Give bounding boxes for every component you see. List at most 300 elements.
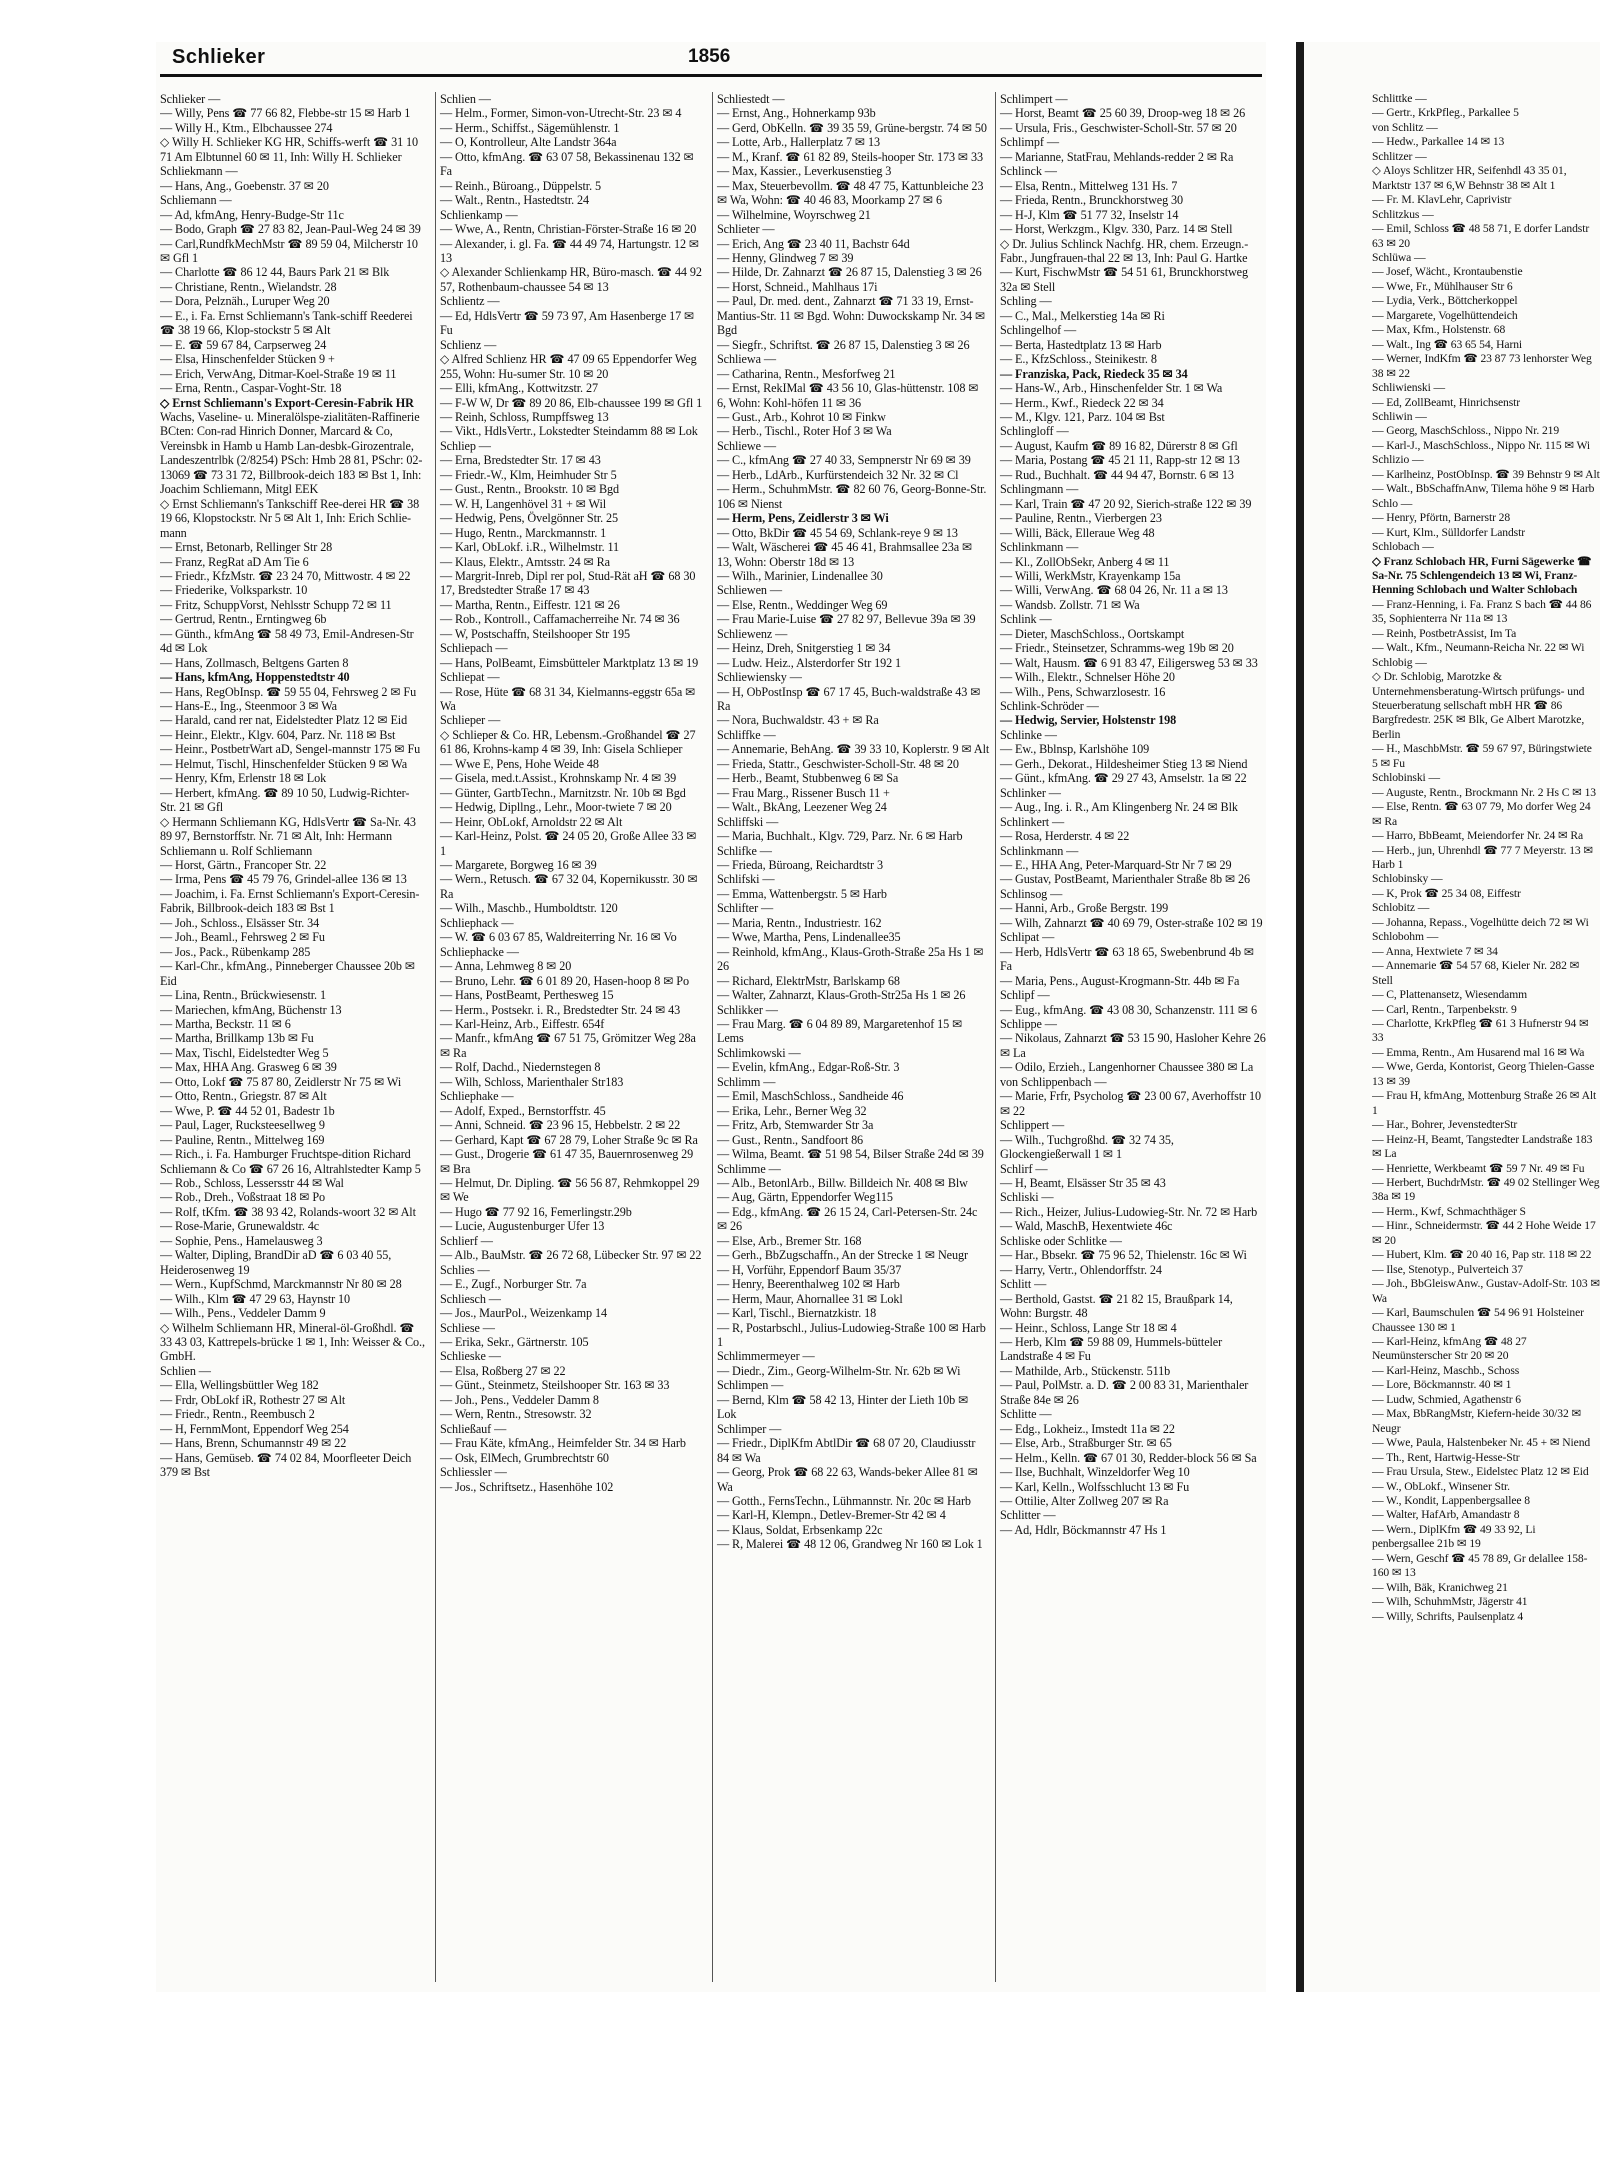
directory-entry: — Hans, RegObInsp. ☎ 59 55 04, Fehrsweg 2 ✉ Fu — [160, 684, 417, 699]
directory-entry: — Paul, Lager, Rucksteesellweg 9 — [160, 1118, 325, 1133]
directory-entry: — Reinh, PostbetrAssist, Im Ta — [1372, 626, 1517, 640]
directory-entry: — Heinz-H, Beamt, Tangstedter Landstraße 183 ✉ La — [1372, 1132, 1593, 1161]
directory-entry: — Hinr., Schneidermstr. ☎ 44 2 Hohe Weide 17 ✉ 20 — [1372, 1219, 1596, 1247]
surname-heading: Schliske oder Schlitke — — [1000, 1233, 1122, 1248]
directory-entry: — Edg., Lokheiz., Imstedt 11a ✉ 22 — [1000, 1421, 1175, 1436]
directory-entry: — Franz-Henning, i. Fa. Franz S bach ☎ 44 86 35, Sophienterra Nr 11a ✉ 13 — [1372, 597, 1592, 626]
directory-entry: — Karl, Tischl., Biernatzkistr. 18 — [717, 1306, 877, 1321]
directory-entry: — Bernd, Klm ☎ 58 42 13, Hinter der Lieth 10b ✉ Lok — [717, 1392, 969, 1422]
directory-entry: — Erika, Lehr., Berner Weg 32 — [717, 1103, 867, 1118]
directory-entry: — Herb, Klm ☎ 59 88 09, Hummels-bütteler Landstraße 4 ✉ Fu — [1000, 1334, 1223, 1364]
directory-entry: — Wilh, Zahnarzt ☎ 40 69 79, Oster-straße 102 ✉ 19 — [1000, 915, 1263, 930]
directory-entry: — Aug., Ing. i. R., Am Klingenberg Nr. 24 ✉ Blk — [1000, 800, 1238, 815]
directory-entry: — Hugo, Rentn., Marckmannstr. 1 — [440, 525, 607, 540]
directory-entry: — Lucie, Augustenburger Ufer 13 — [440, 1219, 605, 1234]
directory-entry: — Walt, Hausm. ☎ 6 91 83 47, Eiligersweg 53 ✉ 33 — [1000, 655, 1258, 670]
directory-entry: — Horst, Gärtn., Francoper Str. 22 — [160, 858, 327, 873]
directory-entry: — Rich., Heizer, Julius-Ludowieg-Str. Nr. 72 ✉ Harb — [1000, 1204, 1258, 1219]
directory-entry: — Lotte, Arb., Hallerplatz 7 ✉ 13 — [717, 135, 880, 150]
directory-entry: — Heinz, Dreh, Snitgerstieg 1 ✉ 34 — [717, 641, 891, 656]
facing-page-column — [1372, 92, 1600, 1982]
directory-entry: — Herm., SchuhmMstr. ☎ 82 60 76, Georg-Bonne-Str. 106 ✉ Nienst — [717, 482, 987, 511]
directory-entry: — Richard, ElektrMstr, Barlskamp 68 — [717, 973, 900, 988]
surname-heading: Schlitte — — [1000, 1407, 1052, 1422]
directory-column-4 — [995, 92, 1267, 1982]
directory-entry: — Reinh., Büroang., Düppelstr. 5 — [440, 178, 601, 193]
directory-entry: Wachs, Vaseline- u. Mineralölspe-zialitäten-Raffinerie BCten: Con-rad Hinrich Donner, Marcard & Co, Vereinsbk in Hamb u Hamb Lan-desbk-Girozentrale, Landeszentrlbk (2/8254) PSch: Hmb 28 81, PSchr: 02-13069 ☎ 73 31 72, Billbrook-deich 183 ✉ Bst 1, Inh: Joachim Schliemann, Mitgl EEK — [160, 409, 423, 497]
directory-entry: — Hans-E., Ing., Steenmoor 3 ✉ Wa — [160, 699, 337, 714]
directory-entry: — Adolf, Exped., Bernstorffstr. 45 — [440, 1103, 606, 1118]
directory-entry: — Walter, Dipling, BrandDir aD ☎ 6 03 40 55, Heiderosenweg 19 — [160, 1248, 392, 1277]
directory-entry: — Wern., KupfSchmd, Marckmannstr Nr 80 ✉ 28 — [160, 1277, 402, 1292]
directory-entry: — Fr. M. KlavLehr, Caprivistr — [1372, 193, 1512, 207]
directory-entry: — Walt, Wäscherei ☎ 45 46 41, Brahmsallee 23a ✉ 13, Wohn: Oberstr 18d ✉ 13 — [717, 540, 973, 569]
directory-entry: — Lydia, Verk., Böttcherkoppel — [1372, 294, 1518, 308]
directory-entry: — Gust., Rentn., Brookstr. 10 ✉ Bgd — [440, 482, 620, 497]
surname-heading: Schliestedt — — [717, 92, 785, 106]
surname-heading: Schlippe — — [1000, 1017, 1057, 1031]
surname-heading: Schlüwa — — [1372, 250, 1426, 264]
directory-entry: — Erna, Bredstedter Str. 17 ✉ 43 — [440, 453, 601, 468]
directory-entry: — Heinr., Elektr., Klgv. 604, Parz. Nr. 118 ✉ Bst — [160, 727, 396, 742]
directory-entry: — Erich, Ang ☎ 23 40 11, Bachstr 64d — [717, 236, 910, 251]
directory-entry: — Gerd, ObKelln. ☎ 39 35 59, Grüne-bergstr. 74 ✉ 50 — [717, 120, 987, 135]
directory-entry: — Herm., Schiffst., Sägemühlenstr. 1 — [440, 120, 620, 135]
page-number: 1856 — [688, 46, 731, 67]
directory-entry: — Gerhard, Kapt ☎ 67 28 79, Loher Straße 9c ✉ Ra — [440, 1132, 698, 1147]
directory-entry: — Hans, Gemüseb. ☎ 74 02 84, Moorfleeter Deich 379 ✉ Bst — [160, 1450, 412, 1480]
surname-heading: Schlienz — — [440, 337, 497, 352]
directory-entry: — Henry, Pförtn, Barnerstr 28 — [1372, 511, 1511, 525]
directory-entry: — Ilse, Buchhalt, Winzeldorfer Weg 10 — [1000, 1465, 1190, 1480]
directory-entry: — Georg, Prok ☎ 68 22 63, Wands-beker Allee 81 ✉ Wa — [717, 1465, 978, 1494]
directory-entry: — Rose-Marie, Grunewaldstr. 4c — [160, 1219, 320, 1234]
directory-entry: — Otto, Rentn., Griegstr. 87 ✉ Alt — [160, 1089, 327, 1104]
directory-entry: — Mariechen, kfmAng, Büchenstr 13 — [160, 1002, 342, 1017]
directory-entry: ◇ Aloys Schlitzer HR, Seifenhdl 43 35 01, Marktstr 137 ✉ 6,W Behnstr 38 ✉ Alt 1 — [1372, 164, 1567, 192]
directory-entry: — Herb., jun, Uhrenhdl ☎ 77 7 Meyerstr. 13 ✉ Harb 1 — [1372, 843, 1594, 872]
directory-entry: — Willy, Schrifts, Paulsenplatz 4 — [1372, 1609, 1524, 1623]
directory-entry: — Wilh., Pens, Schwarzlosestr. 16 — [1000, 684, 1166, 699]
directory-entry: ◇ Ernst Schliemann's Tankschiff Ree-derei HR ☎ 38 19 66, Klopstockstr. Nr 5 ✉ Alt 1, Inh: Erich Schlie-mann — [160, 496, 420, 540]
directory-entry: — Hugo ☎ 77 92 16, Femerlingstr.29b — [440, 1204, 632, 1219]
directory-entry: — Alexander, i. gl. Fa. ☎ 44 49 74, Hartungstr. 12 ✉ 13 — [440, 236, 700, 265]
directory-entry: — Friedr., Steinsetzer, Schramms-weg 19b ✉ 20 — [1000, 641, 1234, 656]
directory-entry: — Henry, Kfm, Erlenstr 18 ✉ Lok — [160, 771, 327, 786]
directory-entry: — Christiane, Rentn., Wielandstr. 28 — [160, 279, 337, 294]
surname-heading: Schliewen — — [717, 583, 782, 598]
directory-entry: ◇ Franz Schlobach HR, Furni Sägewerke ☎ Sa-Nr. 75 Schlengendeich 13 ✉ Wi, Franz-Henning Schlobach und Walter Schlobach — [1372, 554, 1592, 597]
directory-entry: — Martha, Brillkamp 13b ✉ Fu — [160, 1031, 314, 1046]
directory-entry: — Anna, Hextwiete 7 ✉ 34 — [1372, 944, 1498, 958]
directory-entry: — Maria, Buchhalt., Klgv. 729, Parz. Nr. 6 ✉ Harb — [717, 829, 963, 844]
directory-entry: — Edg., kfmAng. ☎ 26 15 24, Carl-Petersen-Str. 24c ✉ 26 — [717, 1204, 978, 1234]
surname-heading: Schling — — [1000, 294, 1052, 309]
surname-heading: Schlies — — [440, 1262, 490, 1277]
directory-entry: — Friedr.-W., Klm, Heimhuder Str 5 — [440, 467, 617, 482]
directory-entry: — E., HHA Ang, Peter-Marquard-Str Nr 7 ✉ 29 — [1000, 858, 1232, 873]
surname-heading: Schlobitz — — [1372, 901, 1430, 915]
directory-entry: — Max, Kassier., Leverkusenstieg 3 — [717, 164, 892, 179]
surname-heading: Schliepat — — [440, 670, 500, 685]
surname-heading: Schlobig — — [1372, 655, 1427, 669]
directory-entry: — Max, Tischl, Eidelstedter Weg 5 — [160, 1045, 329, 1060]
directory-entry: — Fritz, Arb, Stemwarder Str 3a — [717, 1118, 874, 1133]
surname-heading: Schlingloff — — [1000, 424, 1069, 439]
directory-entry: — Wern, Geschf ☎ 45 78 89, Gr delallee 158-160 ✉ 13 — [1372, 1551, 1588, 1580]
directory-entry: — W. ☎ 6 03 67 85, Waldreiterring Nr. 16 ✉ Vo — [440, 930, 677, 945]
directory-entry: — Franziska, Pack, Riedeck 35 ✉ 34 — [1000, 366, 1188, 381]
running-head: Schlieker — [172, 46, 266, 68]
directory-entry: — E., i. Fa. Ernst Schliemann's Tank-schiff Reederei ☎ 38 19 66, Klop-stockstr 5 ✉ Alt — [160, 308, 413, 338]
directory-entry: — Gertr., KrkPfleg., Parkallee 5 — [1372, 106, 1519, 120]
directory-entry: — Herm, Maur, Ahornallee 31 ✉ Lokl — [717, 1291, 903, 1306]
directory-entry: — Otto, kfmAng. ☎ 63 07 58, Bekassinenau 132 ✉ Fa — [440, 149, 694, 179]
directory-entry: — Otto, BkDir ☎ 45 54 69, Schlank-reye 9 ✉ 13 — [717, 525, 958, 540]
directory-entry: — Rose, Hüte ☎ 68 31 34, Kielmanns-eggstr 65a ✉ Wa — [440, 684, 696, 714]
directory-entry: — Wilh., Pens., Veddeler Damm 9 — [160, 1306, 326, 1321]
surname-heading: Schlimme — — [717, 1161, 781, 1176]
directory-entry: — Günt., Steinmetz, Steilshooper Str. 163 ✉ 33 — [440, 1378, 670, 1393]
directory-entry: — Karl-Heinz, Arb., Eiffestr. 654f — [440, 1017, 605, 1031]
directory-entry: — Paul, Dr. med. dent., Zahnarzt ☎ 71 33 19, Ernst-Mantius-Str. 11 ✉ Bgd. Wohn: Duwockskamp Nr. 34 ✉ Bgd — [717, 294, 986, 338]
directory-entry: — Günth., kfmAng ☎ 58 49 73, Emil-Andresen-Str 4d ✉ Lok — [160, 626, 414, 656]
directory-entry: — Elsa, Hinschenfelder Stücken 9 + — [160, 352, 335, 367]
directory-entry: — Wwe, P. ☎ 44 52 01, Badestr 1b — [160, 1103, 335, 1118]
surname-heading: von Schlippenbach — — [1000, 1074, 1107, 1089]
directory-entry: — Frau Käte, kfmAng., Heimfelder Str. 34 ✉ Harb — [440, 1436, 686, 1451]
surname-heading: Schlierf — — [440, 1233, 493, 1248]
directory-entry: — Herb., LdArb., Kurfürstendeich 32 Nr. 32 ✉ Cl — [717, 467, 959, 482]
directory-entry: — Dora, Pelznäh., Luruper Weg 20 — [160, 294, 330, 309]
directory-entry: — M., Kranf. ☎ 61 82 89, Steils-hooper Str. 173 ✉ 33 — [717, 149, 983, 164]
directory-entry: — Herm., Kwf, Schmachthäger S — [1372, 1204, 1526, 1218]
directory-entry: — Karlheinz, PostObInsp. ☎ 39 Behnstr 9 ✉ Alt — [1372, 467, 1600, 481]
directory-entry: — Marianne, StatFrau, Mehlands-redder 2 ✉ Ra — [1000, 149, 1234, 164]
surname-heading: Schliephacke — — [440, 944, 519, 959]
surname-heading: Schliessler — — [440, 1465, 507, 1480]
directory-entry: — Frieda, Büroang, Reichardtstr 3 — [717, 858, 883, 873]
directory-entry: — Annemarie ☎ 54 57 68, Kieler Nr. 282 ✉ Stell — [1372, 959, 1580, 987]
surname-heading: Schlinkert — — [1000, 814, 1065, 829]
directory-entry: ◇ Schlieper & Co. HR, Lebensm.-Großhandel ☎ 27 61 86, Krohns-kamp 4 ✉ 39, Inh: Gisela Schlieper — [440, 727, 696, 757]
surname-heading: Schliesch — — [440, 1291, 501, 1306]
directory-entry: — Wilh., Tuchgroßhd. ☎ 32 74 35, Glockengießerwall 1 ✉ 1 — [1000, 1132, 1174, 1162]
directory-entry: — Herm., Postsekr. i. R., Bredstedter Str. 24 ✉ 43 — [440, 1002, 681, 1017]
directory-entry: — Herm., Kwf., Riedeck 22 ✉ 34 — [1000, 395, 1164, 410]
directory-entry: — Berta, Hastedtplatz 13 ✉ Harb — [1000, 337, 1162, 352]
directory-entry: — Maria, Pens., August-Krogmann-Str. 44b ✉ Fa — [1000, 973, 1240, 988]
directory-entry: — W., ObLokf., Winsener Str. — [1372, 1479, 1510, 1493]
directory-entry: — Karl-Chr., kfmAng., Pinneberger Chaussee 20b ✉ Eid — [160, 959, 415, 988]
directory-entry: — Herbert, BuchdrMstr. ☎ 49 02 Stellinger Weg 38a ✉ 19 — [1372, 1175, 1600, 1204]
directory-entry: — Joh., Schloss., Elsässer Str. 34 — [160, 915, 320, 930]
directory-entry: — Walt., Kfm., Neumann-Reicha Nr. 22 ✉ Wi — [1372, 641, 1585, 655]
surname-heading: Schlippert — — [1000, 1118, 1065, 1133]
surname-heading: Schlienkamp — — [440, 207, 518, 222]
directory-entry: — Rolf, Dachd., Niedernstegen 8 — [440, 1060, 601, 1075]
surname-heading: Schlingmann — — [1000, 482, 1079, 497]
directory-entry: — Georg, MaschSchloss., Nippo Nr. 219 — [1372, 424, 1560, 438]
directory-entry: — Gust., Drogerie ☎ 61 47 35, Bauernrosenweg 29 ✉ Bra — [440, 1147, 694, 1176]
directory-entry: — Dieter, MaschSchloss., Oortskampt — [1000, 626, 1185, 641]
surname-heading: Schlobohm — — [1372, 930, 1439, 944]
directory-entry: — Mathilde, Arb., Stückenstr. 511b — [1000, 1363, 1171, 1378]
directory-entry: — Rolf, tKfm. ☎ 38 93 42, Rolands-woort 32 ✉ Alt — [160, 1204, 416, 1219]
directory-entry: — Siegfr., Schriftst. ☎ 26 87 15, Dalenstieg 3 ✉ 26 — [717, 337, 970, 352]
surname-heading: Schliepach — — [440, 641, 508, 656]
directory-entry: — Lore, Böckmannstr. 40 ✉ 1 — [1372, 1378, 1512, 1392]
surname-heading: Schlien — — [440, 92, 491, 106]
directory-entry: — Joh., Beaml., Fehrsweg 2 ✉ Fu — [160, 930, 325, 945]
directory-entry: — Walt., BbSchaffnAnw, Tilema höhe 9 ✉ Harb — [1372, 482, 1595, 496]
directory-entry: — Karl, Baumschulen ☎ 54 96 91 Holsteiner Chaussee 130 ✉ 1 — [1372, 1306, 1584, 1334]
directory-entry: — Karl, ObLokf. i.R., Wilhelmstr. 11 — [440, 540, 620, 555]
directory-entry: — Lina, Rentn., Brückwiesenstr. 1 — [160, 988, 326, 1003]
directory-entry: — Annemarie, BehAng. ☎ 39 33 10, Koplerstr. 9 ✉ Alt — [717, 742, 990, 757]
directory-column-2 — [435, 92, 705, 1982]
directory-entry: — Wern, Rentn., Stresowstr. 32 — [440, 1407, 592, 1422]
directory-entry: — Horst, Schneid., Mahlhaus 17i — [717, 279, 878, 294]
directory-entry: — Gerh., Dekorat., Hildesheimer Stieg 13 ✉ Niend — [1000, 756, 1248, 771]
directory-entry: — Hans, Zollmasch, Beltgens Garten 8 — [160, 655, 349, 670]
directory-entry: — Frau Marg., Rissener Busch 11 + — [717, 785, 890, 800]
directory-entry: — Emma, Wattenbergstr. 5 ✉ Harb — [717, 886, 887, 901]
surname-heading: Schlimmermeyer — — [717, 1349, 815, 1364]
directory-entry: ◇ Alfred Schlienz HR ☎ 47 09 65 Eppendorfer Weg 255, Wohn: Hu-sumer Str. 10 ✉ 20 — [440, 352, 697, 381]
directory-entry: — August, Kaufm ☎ 89 16 82, Dürerstr 8 ✉ Gfl — [1000, 438, 1238, 453]
directory-entry: — Werner, IndKfm ☎ 23 87 73 lenhorster Weg 38 ✉ 22 — [1372, 352, 1592, 380]
directory-entry: — Hans, Brenn, Schumannstr 49 ✉ 22 — [160, 1436, 347, 1451]
surname-heading: Schliewe — — [717, 438, 776, 453]
directory-entry: — Osk, ElMech, Grumbrechtstr 60 — [440, 1450, 609, 1465]
surname-heading: Schlifter — — [717, 901, 774, 916]
directory-entry: — Heinr., Schloss, Lange Str 18 ✉ 4 — [1000, 1320, 1177, 1335]
surname-heading: Schlimpert — — [1000, 92, 1068, 106]
directory-entry: — O, Kontrolleur, Alte Landstr 364a — [440, 135, 617, 150]
surname-heading: Schlo — — [1372, 496, 1413, 510]
directory-entry: — Kurt, Klm., Sülldorfer Landstr — [1372, 525, 1525, 539]
surname-heading: Schlitter — — [1000, 1508, 1056, 1523]
surname-heading: Schlinke — — [1000, 727, 1057, 742]
directory-entry: — Josef, Wächt., Krontaubenstie — [1372, 265, 1523, 279]
surname-heading: Schlieske — — [440, 1349, 501, 1364]
directory-entry: — Jos., Pack., Rübenkamp 285 — [160, 944, 311, 959]
directory-entry: — H-J, Klm ☎ 51 77 32, Inselstr 14 — [1000, 207, 1179, 222]
directory-entry: — K, Prok ☎ 25 34 08, Eiffestr — [1372, 886, 1521, 900]
directory-entry: — Odilo, Erzieh., Langenhorner Chaussee 380 ✉ La — [1000, 1060, 1254, 1075]
surname-heading: Schliephake — — [440, 1089, 514, 1104]
directory-entry: — C., kfmAng ☎ 27 40 33, Sempnerstr Nr 69 ✉ 39 — [717, 453, 971, 468]
directory-entry: — Hans, kfmAng, Hoppenstedtstr 40 — [160, 670, 350, 685]
directory-entry: — H, ObPostInsp ☎ 67 17 45, Buch-waldstraße 43 ✉ Ra — [717, 684, 981, 714]
surname-heading: Schliwin — — [1372, 409, 1427, 423]
directory-entry: — Wandsb. Zollstr. 71 ✉ Wa — [1000, 597, 1140, 612]
surname-heading: Schlifski — — [717, 872, 775, 887]
directory-entry: — Max, Kfm., Holstenstr. 68 — [1372, 323, 1506, 337]
directory-entry: — C, Plattenansetz, Wiesendamm — [1372, 988, 1528, 1002]
surname-heading: Schlinsog — — [1000, 886, 1063, 901]
directory-entry: — Hedwig, Pens, Övelgönner Str. 25 — [440, 511, 619, 526]
directory-entry: — Wilh., Elektr., Schnelser Höhe 20 — [1000, 670, 1175, 685]
directory-entry: — Ludw, Schmied, Agathenstr 6 — [1372, 1392, 1521, 1406]
directory-entry: — Emma, Rentn., Am Husarend mal 16 ✉ Wa — [1372, 1045, 1585, 1059]
directory-entry: — Helm., Former, Simon-von-Utrecht-Str. 23 ✉ 4 — [440, 106, 682, 121]
directory-entry: — Erich, VerwAng, Ditmar-Koel-Straße 19 ✉ 11 — [160, 366, 397, 381]
surname-heading: Schlimpen — — [717, 1378, 784, 1393]
directory-entry: ◇ Willy H. Schlieker KG HR, Schiffs-werft ☎ 31 10 71 Am Elbtunnel 60 ✉ 11, Inh: Willy H. Schlieker — [160, 135, 419, 164]
directory-entry: — Ludw. Heiz., Alsterdorfer Str 192 1 — [717, 655, 902, 670]
directory-entry: — Karl, Kelln., Wolfsschlucht 13 ✉ Fu — [1000, 1479, 1190, 1494]
surname-heading: Schliski — — [1000, 1190, 1054, 1205]
directory-entry: — Jos., Schriftsetz., Hasenhöhe 102 — [440, 1479, 614, 1494]
directory-entry: — Frieda, Rentn., Brunckhorstweg 30 — [1000, 193, 1184, 208]
directory-entry: — Henny, Glindweg 7 ✉ 39 — [717, 250, 854, 265]
directory-entry: — Martha, Beckstr. 11 ✉ 6 — [160, 1017, 291, 1031]
directory-entry: ◇ Hermann Schliemann KG, HdlsVertr ☎ Sa-Nr. 43 89 97, Bernstorffstr. Nr. 71 ✉ Alt, Inh: Hermann Schliemann u. Rolf Schliemann — [160, 814, 416, 858]
surname-heading: Schlobach — — [1372, 540, 1434, 554]
directory-entry: — H, Beamt, Elsässer Str 35 ✉ 43 — [1000, 1175, 1166, 1190]
surname-heading: Schlingelhof — — [1000, 323, 1077, 338]
directory-entry: — Wilh, SchuhmMstr, Jägerstr 41 — [1372, 1595, 1528, 1609]
directory-entry: — Ilse, Stenotyp., Pulverteich 37 — [1372, 1262, 1523, 1276]
directory-entry: — Frau H, kfmAng, Mottenburg Straße 26 ✉ Alt 1 — [1372, 1089, 1597, 1117]
directory-entry: — Ottilie, Alter Zollweg 207 ✉ Ra — [1000, 1493, 1169, 1508]
directory-entry: — Hans, PostBeamt, Perthesweg 15 — [440, 988, 614, 1003]
directory-entry: — Rob., Kontroll., Caffamacherreihe Nr. 74 ✉ 36 — [440, 612, 680, 627]
directory-entry: ◇ Dr. Schlobig, Marotzke & Unternehmensberatung-Wirtsch prüfungs- und Steuerberatung sellschaft mbH HR ☎ 86 Bargfredestr. 25K ✉ Blk, Ge Albert Marotzke, Berlin — [1372, 670, 1585, 741]
directory-entry: — Wilh., Maschb., Humboldtstr. 120 — [440, 901, 618, 916]
directory-entry: — Wwe, Martha, Pens, Lindenallee35 — [717, 930, 901, 945]
directory-entry: — Frdr, ObLokf iR, Rothestr 27 ✉ Alt — [160, 1392, 346, 1407]
directory-entry: — W. H, Langenhövel 31 + ✉ Wil — [440, 496, 607, 511]
directory-entry: — Walter, HafArb, Amandastr 8 — [1372, 1508, 1520, 1522]
directory-entry: — Sophie, Pens., Hamelausweg 3 — [160, 1233, 323, 1248]
surname-heading: Schliewa — — [717, 352, 776, 367]
directory-entry: — Pauline, Rentn., Mittelweg 169 — [160, 1132, 325, 1147]
surname-heading: Schlieper — — [440, 713, 501, 728]
directory-entry: — Willi, VerwAng. ☎ 68 04 26, Nr. 11 a ✉ 13 — [1000, 583, 1228, 598]
directory-entry: — Gerh., BbZugschaffn., An der Strecke 1 ✉ Neugr — [717, 1248, 968, 1263]
surname-heading: Schlipat — — [1000, 930, 1055, 945]
directory-entry: — C., Mal., Melkerstieg 14a ✉ Ri — [1000, 308, 1165, 323]
surname-heading: Schlientz — — [440, 294, 500, 309]
directory-entry: — Berthold, Gastst. ☎ 21 82 15, Braußpark 14, Wohn: Burgstr. 48 — [1000, 1291, 1233, 1321]
surname-heading: Schlimper — — [717, 1421, 782, 1436]
directory-entry: — Fritz, SchuppVorst, Nehlsstr Schupp 72 ✉ 11 — [160, 597, 392, 612]
directory-entry: — Pauline, Rentn., Vierbergen 23 — [1000, 511, 1162, 526]
surname-heading: Schlimkowski — — [717, 1045, 801, 1060]
directory-entry: — Gotth., FernsTechn., Lühmannstr. Nr. 20c ✉ Harb — [717, 1493, 971, 1508]
directory-entry: — Klaus, Elektr., Amtsstr. 24 ✉ Ra — [440, 554, 610, 569]
surname-heading: von Schlitz — — [1372, 120, 1438, 134]
directory-entry: — Maria, Postang ☎ 45 21 11, Rapp-str 12 ✉ 13 — [1000, 453, 1240, 468]
directory-entry: — Günt., kfmAng. ☎ 29 27 43, Amselstr. 1a ✉ 22 — [1000, 771, 1247, 786]
surname-heading: Schlien — — [160, 1363, 211, 1378]
surname-heading: Schliwienski — — [1372, 381, 1445, 395]
directory-entry: — Elsa, Rentn., Mittelweg 131 Hs. 7 — [1000, 178, 1178, 193]
directory-entry: — Emil, MaschSchloss., Sandheide 46 — [717, 1089, 904, 1104]
directory-entry: — Willy, Pens ☎ 77 66 82, Flebbe-str 15 ✉ Harb 1 — [160, 106, 411, 121]
directory-entry: — Joh., Pens., Veddeler Damm 8 — [440, 1392, 599, 1407]
directory-entry: — Wwe E, Pens, Hohe Weide 48 — [440, 756, 599, 771]
directory-entry: — Har., Bohrer, JevenstedterStr — [1372, 1118, 1518, 1132]
directory-entry: — Karl-Heinz, Polst. ☎ 24 05 20, Große Allee 33 ✉ 1 — [440, 829, 697, 858]
directory-entry: — Friedr., KfzMstr. ☎ 23 24 70, Mittwostr. 4 ✉ 22 — [160, 568, 411, 583]
directory-entry: — Wwe, A., Rentn, Christian-Förster-Straße 16 ✉ 20 — [440, 222, 697, 237]
surname-heading: Schlinker — — [1000, 785, 1061, 800]
directory-entry: — Reinh, Schloss, Rumpffsweg 13 — [440, 409, 609, 424]
directory-entry: — Margarete, Borgweg 16 ✉ 39 — [440, 858, 597, 873]
directory-entry: — Diedr., Zim., Georg-Wilhelm-Str. Nr. 62b ✉ Wi — [717, 1363, 961, 1378]
surname-heading: Schlink — — [1000, 612, 1052, 627]
directory-entry: — Henry, Beerenthalweg 102 ✉ Harb — [717, 1277, 900, 1292]
directory-entry: — Alb., BauMstr. ☎ 26 72 68, Lübecker Str. 97 ✉ 22 — [440, 1248, 702, 1263]
directory-entry: — Hedw., Parkallee 14 ✉ 13 — [1372, 135, 1505, 149]
directory-entry: — Gust., Arb., Kohrot 10 ✉ Finkw — [717, 409, 886, 424]
surname-heading: Schlitt — — [1000, 1277, 1047, 1292]
directory-entry: — Eug., kfmAng. ☎ 43 08 30, Schanzenstr. 111 ✉ 6 — [1000, 1002, 1257, 1017]
surname-heading: Schlieker — — [160, 92, 221, 106]
directory-entry: — Wilh., Klm ☎ 47 29 63, Haynstr 10 — [160, 1291, 351, 1306]
directory-entry: — Willi, Bäck, Elleraue Weg 48 — [1000, 525, 1155, 540]
surname-heading: Schliese — — [440, 1320, 495, 1335]
directory-entry: — M., Klgv. 121, Parz. 104 ✉ Bst — [1000, 409, 1165, 424]
directory-entry: — Wald, MaschB, Hexentwiete 46c — [1000, 1219, 1173, 1234]
surname-heading: Schlinck — — [1000, 164, 1057, 179]
scan-margin — [0, 2000, 1600, 2177]
directory-entry: — Wwe, Fr., Mühlhauser Str 6 — [1372, 279, 1513, 293]
directory-entry: — Wilhelmine, Woyrschweg 21 — [717, 207, 871, 222]
directory-entry: — Horst, Beamt ☎ 25 60 39, Droop-weg 18 ✉ 26 — [1000, 106, 1246, 121]
directory-entry: — Harald, cand rer nat, Eidelstedter Platz 12 ✉ Eid — [160, 713, 408, 728]
directory-entry: — F-W W, Dr ☎ 89 20 86, Elb-chaussee 199 ✉ Gfl 1 — [440, 395, 703, 410]
directory-entry: — Gust., Rentn., Sandfoort 86 — [717, 1132, 864, 1147]
surname-heading: Schlifke — — [717, 843, 772, 858]
directory-entry: — Nikolaus, Zahnarzt ☎ 53 15 90, Hasloher Kehre 26 ✉ La — [1000, 1031, 1266, 1060]
surname-heading: Schlobinsky — — [1372, 872, 1443, 886]
directory-entry: — Karl-Heinz, kfmAng ☎ 48 27 Neumünsterscher Str 20 ✉ 20 — [1372, 1334, 1527, 1363]
surname-heading: Schlirf — — [1000, 1161, 1048, 1176]
directory-entry: — Herb., Tischl., Roter Hof 3 ✉ Wa — [717, 424, 892, 439]
directory-entry: — Ella, Wellingsbüttler Weg 182 — [160, 1378, 319, 1393]
directory-entry: — Ad, kfmAng, Henry-Budge-Str 11c — [160, 207, 344, 222]
directory-entry: — Hans, PolBeamt, Eimsbütteler Marktplatz 13 ✉ 19 — [440, 655, 699, 670]
directory-entry: — Friederike, Volksparkstr. 10 — [160, 583, 308, 598]
directory-entry: — Ernst, RekIMal ☎ 43 56 10, Glas-hüttenstr. 108 ✉ 6, Wohn: Kohl-höfen 11 ✉ 36 — [717, 381, 979, 410]
surname-heading: Schlittke — — [1372, 92, 1427, 105]
directory-entry: — Herbert, kfmAng. ☎ 89 10 50, Ludwig-Richter-Str. 21 ✉ Gfl — [160, 785, 410, 815]
directory-entry: — Irma, Pens ☎ 45 79 76, Grindel-allee 136 ✉ 13 — [160, 872, 407, 887]
directory-entry: — Ed, HdlsVertr ☎ 59 73 97, Am Hasenberge 17 ✉ Fu — [440, 308, 695, 338]
directory-entry: — Har., Bbsekr. ☎ 75 96 52, Thielenstr. 16c ✉ Wi — [1000, 1248, 1247, 1263]
surname-heading: Schlimm — — [717, 1074, 776, 1089]
surname-heading: Schliemann — — [160, 193, 232, 208]
directory-entry: — Wilh, Schloss, Marienthaler Str183 — [440, 1074, 624, 1089]
directory-entry: — Walt., Ing ☎ 63 65 54, Harni — [1372, 337, 1523, 351]
directory-entry: — Hubert, Klm. ☎ 20 40 16, Pap str. 118 ✉ 22 — [1372, 1248, 1592, 1262]
directory-entry: — Wilh., Marinier, Lindenallee 30 — [717, 568, 883, 583]
directory-entry: — Joachim, i. Fa. Ernst Schliemann's Export-Ceresin-Fabrik, Billbrook-deich 183 ✉ Bst 1 — [160, 886, 420, 916]
directory-entry: ◇ Alexander Schlienkamp HR, Büro-masch. ☎ 44 92 57, Rothenbaum-chaussee 54 ✉ 13 — [440, 265, 702, 294]
surname-heading: Schlikker — — [717, 1002, 778, 1017]
directory-entry: — Manfr., kfmAng ☎ 67 51 75, Grömitzer Weg 28a ✉ Ra — [440, 1031, 696, 1060]
directory-entry: — Bodo, Graph ☎ 27 83 82, Jean-Paul-Weg 24 ✉ 39 — [160, 222, 421, 237]
surname-heading: Schlipf — — [1000, 988, 1050, 1003]
directory-entry: — Th., Rent, Hartwig-Hesse-Str — [1372, 1450, 1520, 1464]
directory-entry: — Charlotte ☎ 86 12 44, Baurs Park 21 ✉ Blk — [160, 265, 390, 280]
directory-entry: — Emil, Schloss ☎ 48 58 71, E dorfer Landstr 63 ✉ 20 — [1372, 222, 1590, 250]
